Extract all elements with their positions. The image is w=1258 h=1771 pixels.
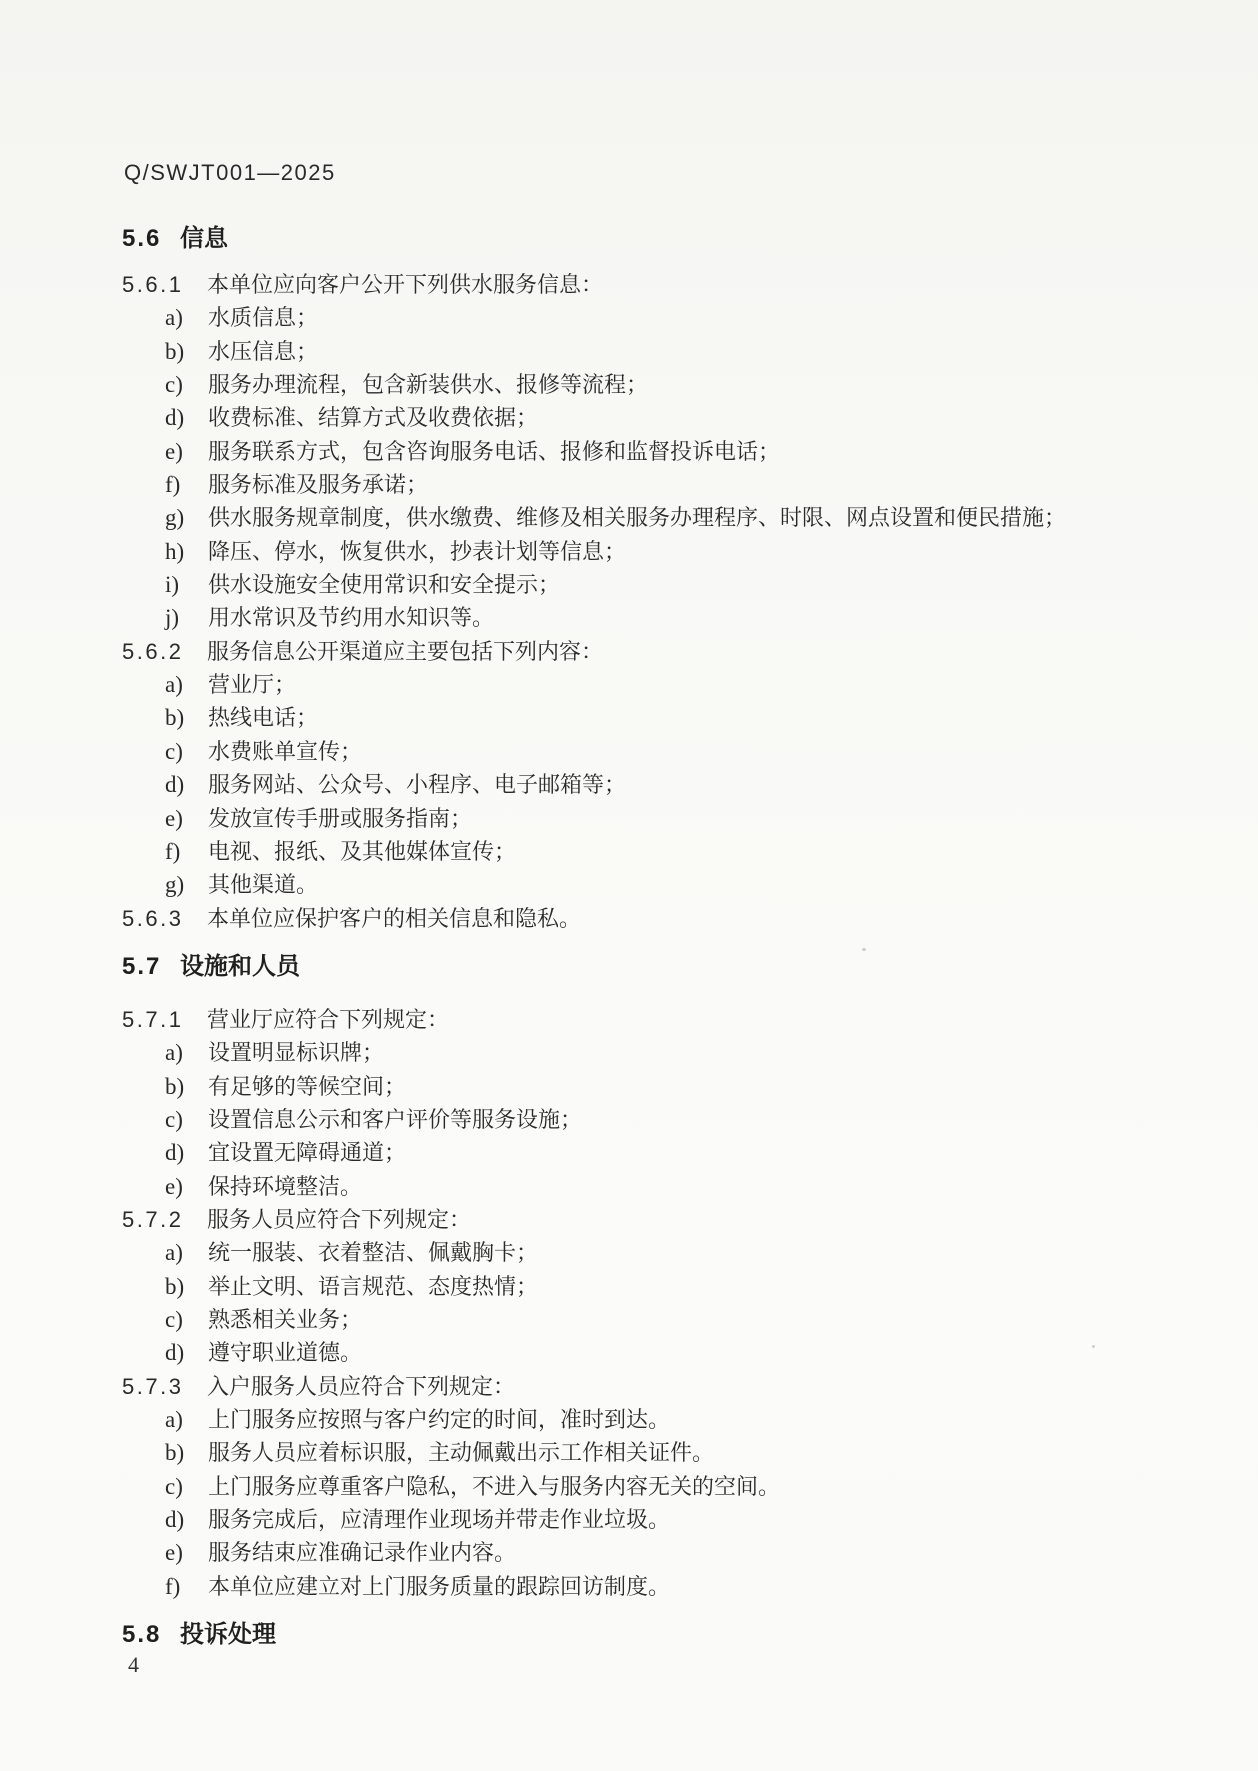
list-item-text: 举止文明、语言规范、态度热情； [208, 1273, 539, 1299]
list-item-label: f) [165, 838, 181, 864]
list-item-text: 收费标准、结算方式及收费依据； [208, 405, 539, 431]
clause-text: 入户服务人员应符合下列规定： [207, 1373, 516, 1399]
list-item-label: h) [165, 538, 185, 564]
list-item [122, 1470, 1202, 1503]
list-item [122, 301, 1202, 334]
clause-5.6.3 [122, 902, 1202, 935]
list-item-text: 发放宣传手册或服务指南； [208, 805, 473, 831]
clause-5.7.1 [122, 1003, 1202, 1036]
list-item-label: g) [165, 505, 185, 531]
list-item-label: b) [165, 1073, 185, 1099]
page-number: 4 [128, 1652, 139, 1677]
list-item-label: c) [165, 1106, 183, 1132]
list-item [122, 335, 1202, 368]
list-item [122, 1070, 1202, 1103]
list-item [122, 1503, 1202, 1536]
section-title: 信息 [180, 225, 228, 252]
list-item-text: 水费账单宣传； [208, 738, 363, 764]
list-item-text: 降压、停水，恢复供水，抄表计划等信息； [208, 538, 627, 564]
list-item-text: 遵守职业道德。 [208, 1340, 363, 1366]
list-item-label: e) [165, 805, 183, 831]
list-item [122, 601, 1202, 634]
clause-5.7.3 [122, 1370, 1202, 1403]
list-item [122, 1570, 1202, 1603]
list-item-text: 热线电话； [208, 705, 319, 731]
list-item [122, 768, 1202, 801]
list-item-text: 服务完成后，应清理作业现场并带走作业垃圾。 [208, 1507, 671, 1533]
list-item-label: c) [165, 1306, 183, 1332]
list-item-label: d) [165, 1340, 185, 1366]
section-title: 投诉处理 [180, 1621, 276, 1649]
clause-text: 本单位应向客户公开下列供水服务信息： [207, 272, 604, 297]
list-item-text: 本单位应建立对上门服务质量的跟踪回访制度。 [208, 1573, 671, 1599]
clause-text: 服务人员应符合下列规定： [207, 1206, 472, 1232]
list-item-text: 服务联系方式，包含咨询服务电话、报修和监督投诉电话； [208, 438, 781, 464]
section-number: 5.6 [122, 225, 162, 252]
list-item-text: 服务结束应准确记录作业内容。 [208, 1540, 517, 1566]
list-item-label: d) [165, 405, 185, 431]
list-item [122, 1336, 1202, 1369]
clause-text: 服务信息公开渠道应主要包括下列内容： [207, 638, 604, 664]
list-item [122, 735, 1202, 768]
section-heading-5.7 [122, 950, 1202, 984]
document-code: Q/SWJT001—2025 [124, 160, 336, 185]
list-item-text: 有足够的等候空间； [208, 1073, 407, 1099]
list-item-label: b) [165, 705, 185, 731]
list-item [122, 1436, 1202, 1469]
list-item-text: 营业厅； [208, 672, 297, 698]
section-number: 5.8 [122, 1621, 162, 1649]
list-item-label: a) [165, 1040, 183, 1066]
clause-text: 营业厅应符合下列规定： [207, 1006, 450, 1032]
list-item-label: f) [165, 1573, 181, 1599]
clause-number: 5.6.2 [122, 638, 184, 664]
list-item-text: 宜设置无障碍通道； [208, 1140, 407, 1166]
list-item [122, 1236, 1202, 1269]
list-item [122, 535, 1202, 568]
list-item-label: a) [165, 305, 183, 331]
list-item [122, 1103, 1202, 1136]
list-item [122, 1270, 1202, 1303]
list-item [122, 868, 1202, 901]
clause-number: 5.7.1 [122, 1006, 184, 1032]
list-item-label: j) [165, 605, 180, 631]
list-item-label: e) [165, 1540, 183, 1566]
clause-text: 本单位应保护客户的相关信息和隐私。 [207, 905, 582, 931]
clause-number: 5.6.3 [122, 905, 184, 931]
document-body [122, 222, 1202, 1671]
list-item-text: 设置信息公示和客户评价等服务设施； [208, 1106, 583, 1132]
clause-number: 5.7.3 [122, 1373, 184, 1399]
list-item [122, 368, 1202, 401]
list-item [122, 501, 1202, 534]
list-item-label: d) [165, 1507, 185, 1533]
list-item [122, 468, 1202, 501]
list-item [122, 701, 1202, 734]
list-item [122, 802, 1202, 835]
clause-number: 5.7.2 [122, 1206, 184, 1232]
list-item-text: 水质信息； [208, 305, 319, 331]
list-item-label: a) [165, 1240, 183, 1266]
list-item-text: 服务网站、公众号、小程序、电子邮箱等； [208, 772, 627, 798]
list-item-label: c) [165, 738, 183, 764]
list-item-label: e) [165, 1173, 183, 1199]
list-item-label: f) [165, 472, 181, 498]
list-item [122, 1536, 1202, 1569]
list-item-label: d) [165, 772, 185, 798]
list-item-label: c) [165, 372, 183, 398]
scan-speck [1092, 1345, 1095, 1348]
list-item-label: b) [165, 1273, 185, 1299]
list-item-text: 设置明显标识牌； [208, 1040, 385, 1066]
list-item [122, 1036, 1202, 1069]
list-item-text: 水压信息； [208, 338, 319, 364]
list-item [122, 1303, 1202, 1336]
list-item-label: b) [165, 338, 185, 364]
list-item-text: 上门服务应尊重客户隐私，不进入与服务内容无关的空间。 [208, 1473, 781, 1499]
list-item-label: c) [165, 1473, 183, 1499]
list-item-text: 上门服务应按照与客户约定的时间，准时到达。 [208, 1407, 671, 1432]
section-heading-5.6 [122, 222, 1202, 256]
section-number: 5.7 [122, 952, 162, 980]
list-item-label: i) [165, 572, 180, 598]
list-item [122, 835, 1202, 868]
list-item-text: 用水常识及节约用水知识等。 [208, 605, 495, 631]
list-item [122, 1170, 1202, 1203]
list-item-text: 其他渠道。 [208, 872, 319, 898]
clause-5.7.2 [122, 1203, 1202, 1236]
scan-speck [862, 948, 866, 951]
list-item-label: d) [165, 1140, 185, 1166]
list-item-text: 服务人员应着标识服，主动佩戴出示工作相关证件。 [208, 1440, 715, 1466]
list-item-label: e) [165, 438, 183, 464]
list-item-label: b) [165, 1440, 185, 1466]
list-item-text: 供水服务规章制度，供水缴费、维修及相关服务办理程序、时限、网点设置和便民措施； [208, 505, 1067, 531]
list-item-text: 服务标准及服务承诺； [208, 472, 429, 498]
list-item [122, 1403, 1202, 1436]
list-item [122, 668, 1202, 701]
clause-5.6.2 [122, 635, 1202, 668]
list-item-text: 保持环境整洁。 [208, 1173, 363, 1199]
list-item-text: 统一服装、衣着整洁、佩戴胸卡； [208, 1240, 539, 1266]
section-title: 设施和人员 [180, 952, 300, 980]
clause-5.6.1 [122, 268, 1202, 301]
list-item-text: 服务办理流程，包含新装供水、报修等流程； [208, 372, 649, 398]
list-item-text: 电视、报纸、及其他媒体宣传； [208, 838, 517, 864]
list-item [122, 435, 1202, 468]
section-heading-5.8 [122, 1618, 1202, 1652]
list-item-label: a) [165, 672, 183, 698]
list-item [122, 1136, 1202, 1169]
list-item-label: g) [165, 872, 185, 898]
clause-number: 5.6.1 [122, 272, 184, 297]
list-item [122, 401, 1202, 434]
list-item-label: a) [165, 1407, 183, 1432]
list-item [122, 568, 1202, 601]
list-item-text: 供水设施安全使用常识和安全提示； [208, 572, 561, 598]
list-item-text: 熟悉相关业务； [208, 1306, 363, 1332]
